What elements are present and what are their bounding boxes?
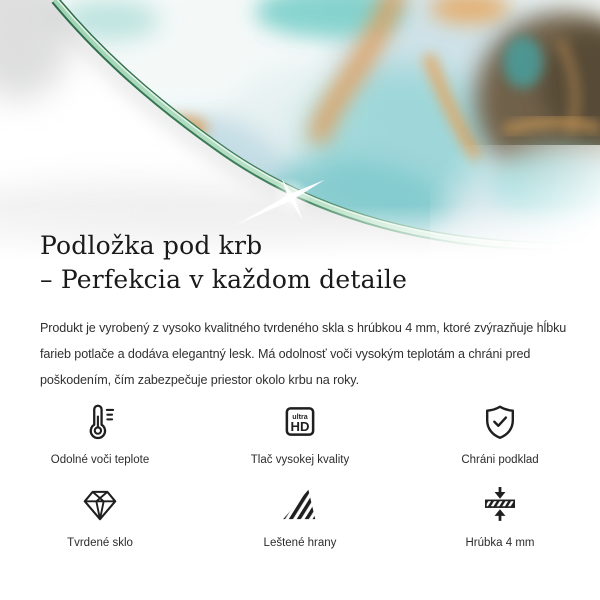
thickness-icon <box>479 484 521 526</box>
feature-print-quality <box>200 401 400 466</box>
polished-edges-icon <box>279 484 321 526</box>
diamond-icon <box>79 484 121 526</box>
feature-label: Hrúbka 4 mm <box>465 537 535 549</box>
feature-tempered-glass <box>0 484 200 549</box>
ultra-hd-badge-top-text: ultra <box>292 412 308 421</box>
feature-label: Tlač vysokej kvality <box>250 454 350 466</box>
feature-label: Chráni podklad <box>461 454 539 466</box>
feature-grid <box>0 401 600 549</box>
thermometer-icon <box>79 401 121 443</box>
page-title-line2: – Perfekcia v každom detaile <box>40 265 408 294</box>
ultra-hd-badge-bottom-text: HD <box>290 418 310 434</box>
shield-check-icon <box>479 401 521 443</box>
product-description: Produkt je vyrobený z vysoko kvalitného tvrdeného skla s hrúbkou 4 mm, ktoré zvýrazňuje hĺbku farieb potlače a dodáva elegantný lesk. Má odolnosť voči vysokým teplotám a chráni pred poškodením, čím zabezpečuje priestor okolo krbu na roky. <box>40 321 567 387</box>
ultra-hd-badge-icon <box>279 401 321 443</box>
feature-thickness <box>400 484 600 549</box>
page-title-line1: Podložka pod krb <box>40 231 263 260</box>
page-title <box>40 229 560 297</box>
feature-heat-resistant <box>0 401 200 466</box>
feature-label: Leštené hrany <box>263 537 337 549</box>
feature-label: Odolné voči teplote <box>50 454 150 466</box>
feature-protects-base <box>400 401 600 466</box>
feature-label: Tvrdené sklo <box>67 537 133 549</box>
feature-polished-edges <box>200 484 400 549</box>
